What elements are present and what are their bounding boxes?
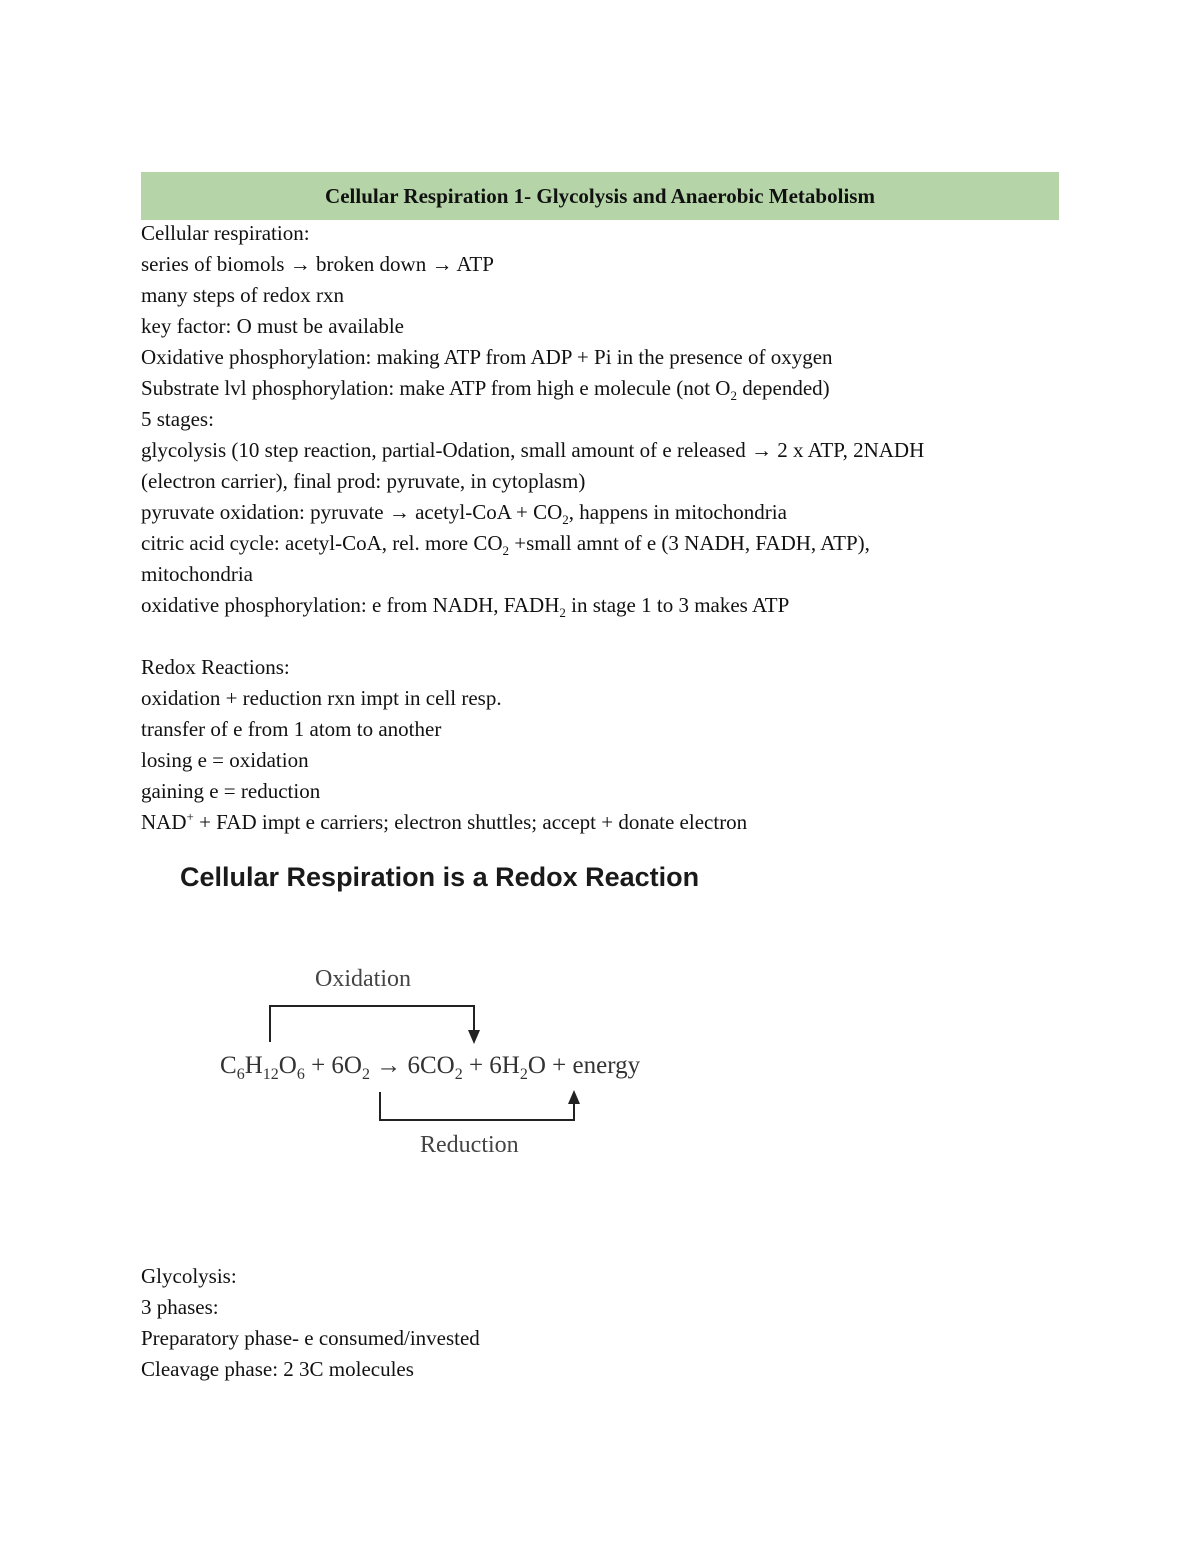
note-line: losing e = oxidation — [141, 748, 309, 772]
text-run: pyruvate oxidation: pyruvate → acetyl-CoA + CO — [141, 500, 563, 524]
note-line: (electron carrier), final prod: pyruvate, in cytoplasm) — [141, 469, 586, 493]
text-run: in stage 1 to 3 makes ATP — [565, 593, 790, 617]
eq-subscript: 6 — [296, 1066, 305, 1083]
note-line: series of biomols → broken down → ATP — [141, 252, 494, 276]
text-run: , happens in mitochondria — [568, 500, 787, 524]
note-line: many steps of redox rxn — [141, 283, 344, 307]
reduction-bracket — [380, 1092, 574, 1120]
text-run: NAD — [141, 810, 187, 834]
note-line: gaining e = reduction — [141, 779, 321, 803]
reduction-label: Reduction — [420, 1132, 519, 1158]
text-run: depended) — [736, 376, 830, 400]
oxidation-bracket — [270, 1006, 474, 1042]
notes-section-glycolysis — [141, 1261, 1081, 1385]
section-heading: Cellular respiration: — [141, 221, 310, 245]
page-title: Cellular Respiration 1- Glycolysis and Anaerobic Metabolism — [325, 183, 875, 208]
note-line: oxidation + reduction rxn impt in cell resp. — [141, 686, 502, 710]
subscript: 2 — [502, 543, 510, 559]
eq-subscript: 2 — [519, 1066, 528, 1083]
note-line: Oxidative phosphorylation: making ATP from ADP + Pi in the presence of oxygen — [141, 345, 833, 369]
oxidation-arrowhead — [468, 1030, 480, 1044]
subscript: 2 — [559, 605, 566, 621]
eq-subscript: 12 — [262, 1066, 279, 1083]
note-line: Preparatory phase- e consumed/invested — [141, 1326, 480, 1350]
figure-title: Cellular Respiration is a Redox Reaction — [180, 862, 700, 892]
reduction-arrowhead — [568, 1090, 580, 1104]
note-line: 5 stages: — [141, 407, 214, 431]
note-line: Cleavage phase: 2 3C molecules — [141, 1357, 414, 1381]
text-run: citric acid cycle: acetyl-CoA, rel. more CO — [141, 531, 503, 555]
eq-term: O — [278, 1052, 297, 1079]
eq-term: H — [244, 1052, 263, 1079]
note-line: mitochondria — [141, 562, 253, 586]
note-line — [141, 590, 1081, 621]
section-heading: Glycolysis: — [141, 1264, 237, 1288]
note-line — [141, 807, 1081, 838]
superscript: + — [186, 809, 194, 824]
eq-term: C — [220, 1052, 237, 1079]
eq-term: + 6H — [462, 1052, 520, 1079]
eq-subscript: 6 — [236, 1066, 245, 1083]
note-line: transfer of e from 1 atom to another — [141, 717, 442, 741]
eq-subscript: 2 — [454, 1066, 463, 1083]
note-line — [141, 373, 1081, 404]
note-line: key factor: O must be available — [141, 314, 404, 338]
eq-term: → 6CO — [369, 1052, 455, 1079]
oxidation-label: Oxidation — [315, 966, 411, 992]
subscript: 2 — [730, 388, 737, 404]
eq-term: O + energy — [527, 1052, 641, 1079]
note-line — [141, 497, 1081, 528]
notes-section-cellular-respiration — [141, 218, 1081, 838]
eq-subscript: 2 — [361, 1066, 370, 1083]
blank-line — [141, 621, 1081, 652]
text-run: +small amnt of e (3 NADH, FADH, ATP), — [509, 531, 870, 555]
chemical-equation — [220, 1052, 641, 1083]
redox-equation-figure — [210, 960, 750, 1170]
subscript: 2 — [562, 512, 569, 528]
text-run: + FAD impt e carriers; electron shuttles; accept + donate electron — [193, 810, 748, 834]
text-run: oxidative phosphorylation: e from NADH, FADH — [141, 593, 560, 617]
note-line — [141, 528, 1081, 559]
note-line: 3 phases: — [141, 1295, 219, 1319]
title-band — [141, 172, 1059, 220]
eq-term: + 6O — [304, 1052, 362, 1079]
text-run: Substrate lvl phosphorylation: make ATP from high e molecule (not O — [141, 376, 731, 400]
section-heading: Redox Reactions: — [141, 655, 290, 679]
note-line: glycolysis (10 step reaction, partial-Odation, small amount of e released → 2 x ATP, 2NADH — [141, 438, 925, 462]
